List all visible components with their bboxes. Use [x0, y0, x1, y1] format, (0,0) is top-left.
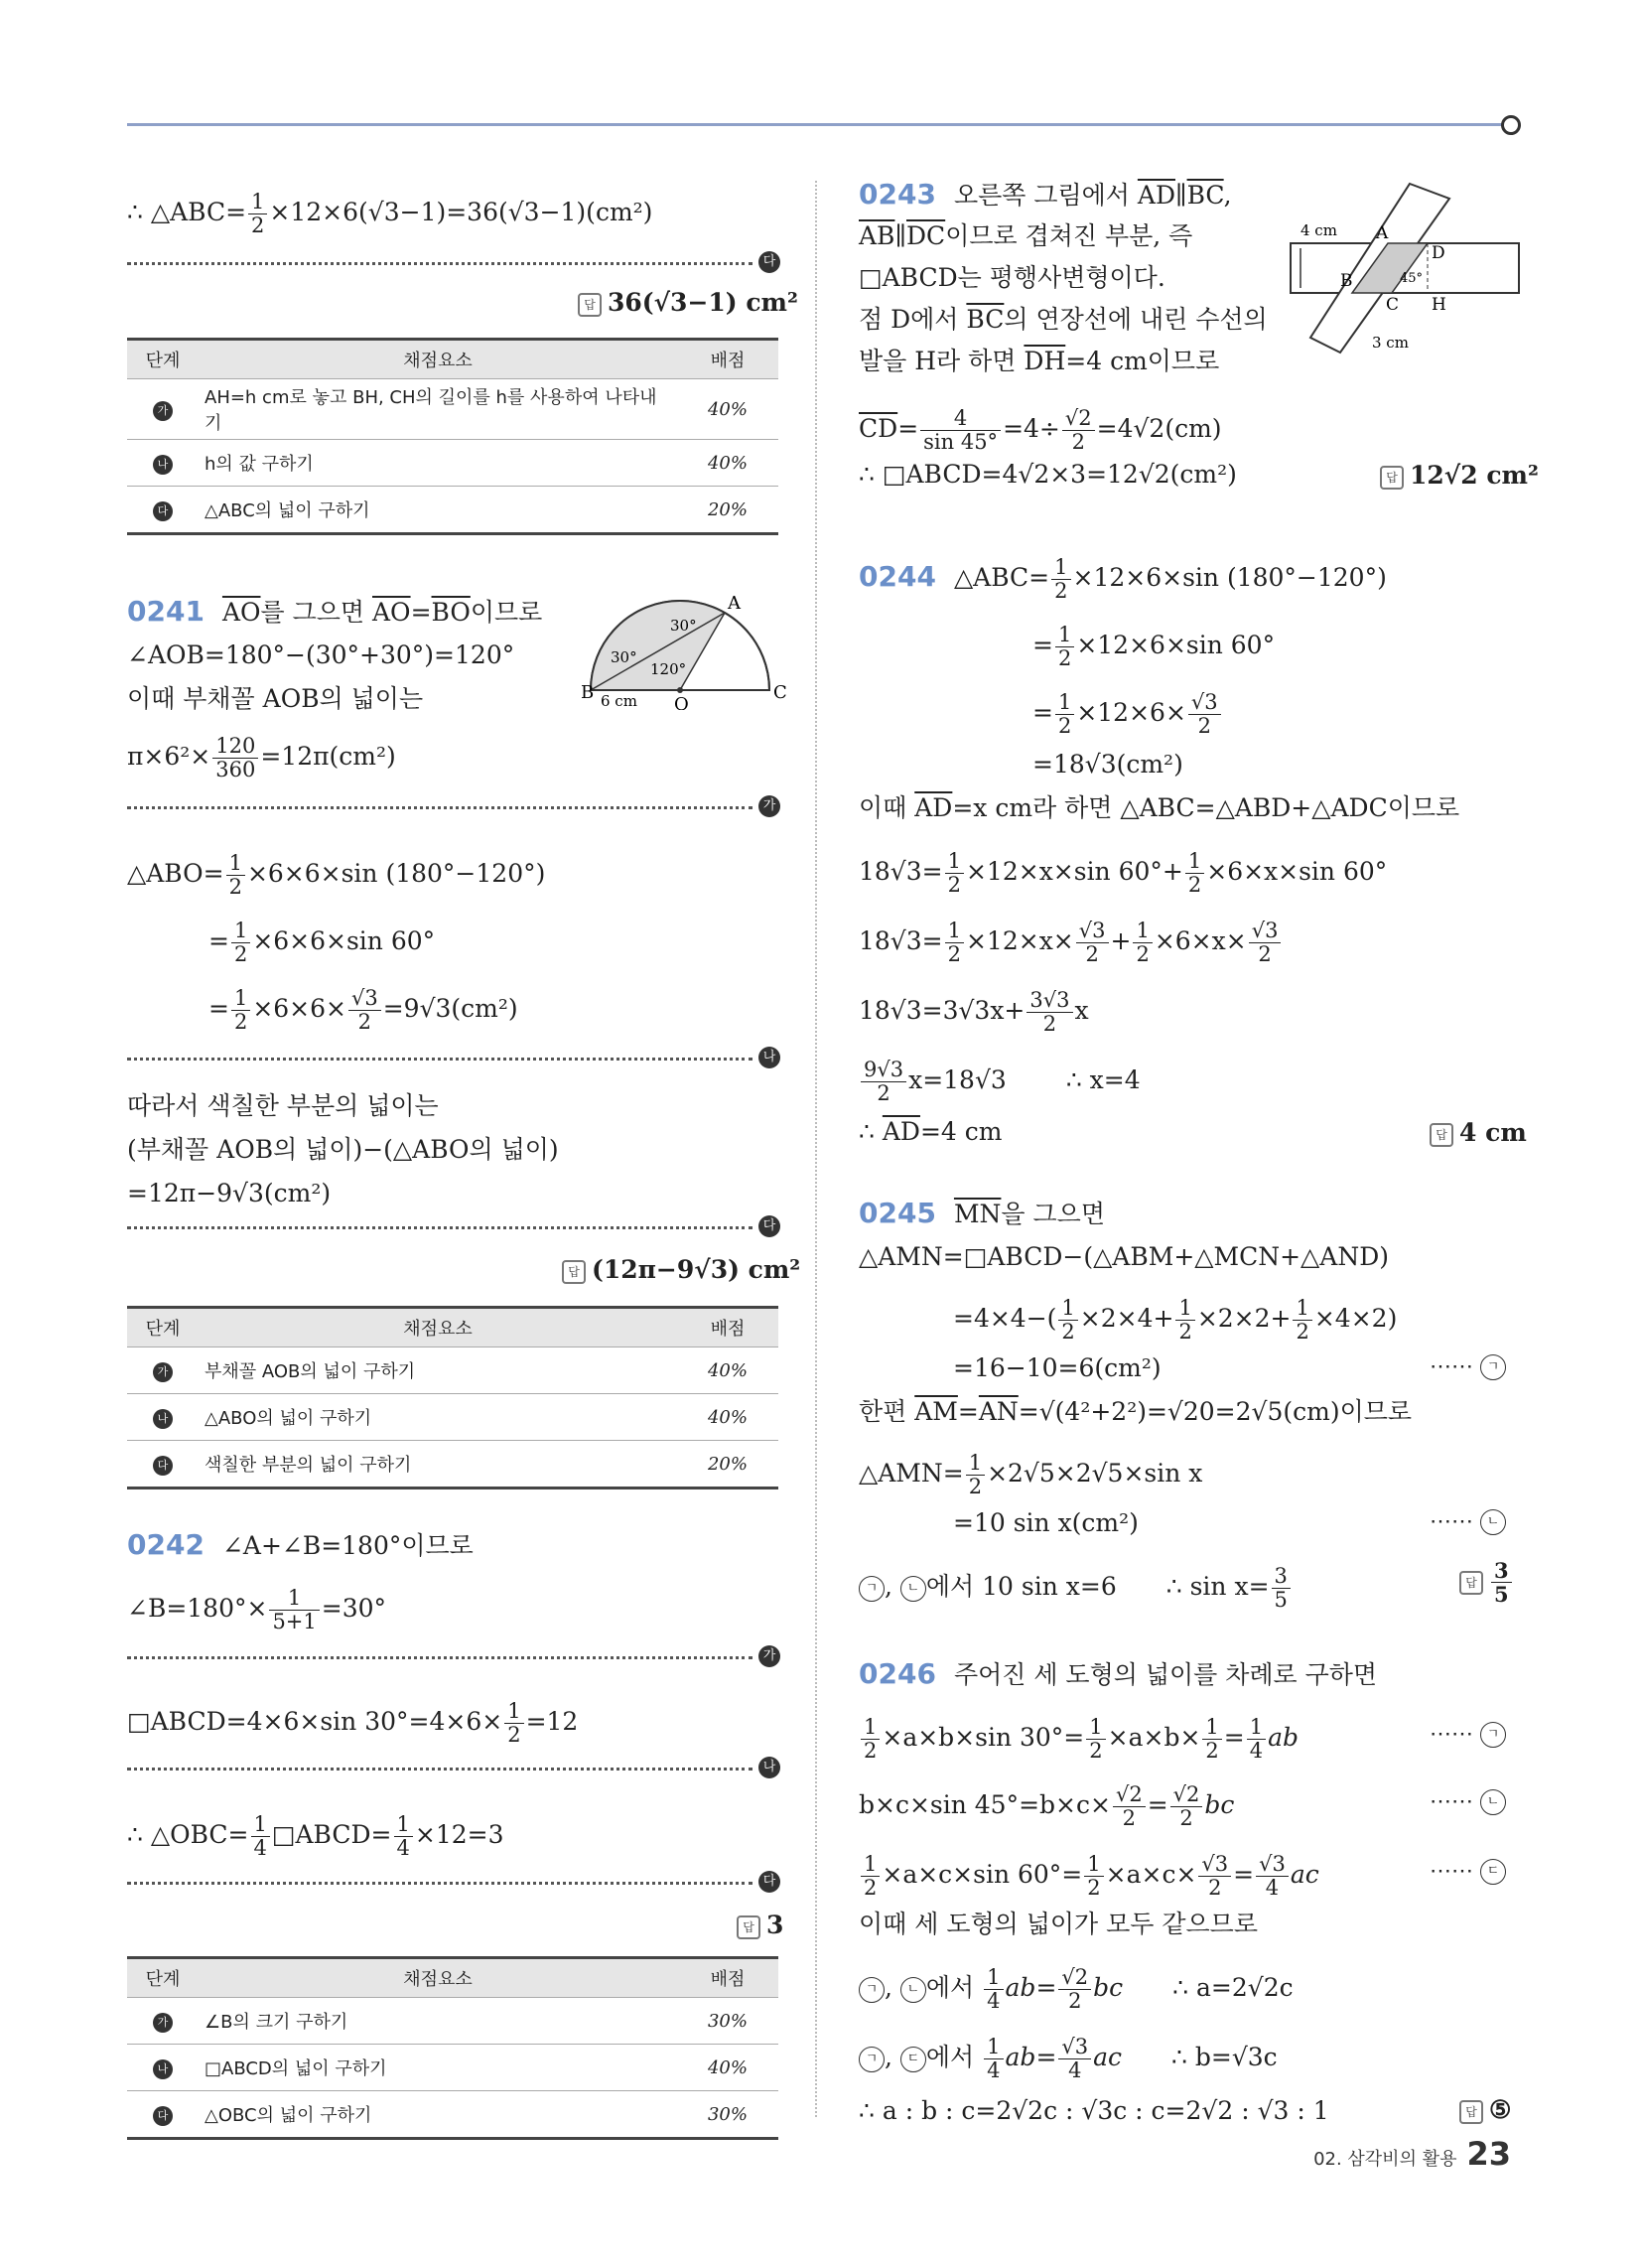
p240-score-table: 단계 채점요소 배점 가 AH=h cm로 놓고 BH, CH의 길이를 h를 사용하여 나타내기 40% 나 h의 값 구하기 40% 다 △ABC의 넓이 구하기 20%: [127, 338, 778, 535]
page-footer: [1313, 2135, 1511, 2173]
p244-line5: 이때 $\overline{AD}=x$ cm라 하면 △ABC=△ABD+△ADC이므로: [859, 793, 1460, 822]
step-na-marker: 나: [758, 1757, 780, 1778]
p246-line3: b×c×sin 45°=b×c× $\frac{√2}{2}$ = $\frac{√2}{2}$ bc: [859, 1782, 1235, 1830]
p246-line4: $\frac{1}{2}$ ×a×c×sin 60°= $\frac{1}{2}$ ×a×c× $\frac{√3}{2}$ = $\frac{√3}{4}$ ac: [859, 1853, 1319, 1900]
table-row: 나 △ABO의 넓이 구하기 40%: [127, 1394, 778, 1441]
p244-line7: 18√3= $\frac{1}{2}$ ×12×x× $\frac{√3}{2}$ + $\frac{1}{2}$ ×6×x× $\frac{√3}{2}$: [859, 920, 1283, 966]
label-120: 120°: [650, 660, 687, 678]
marker-a: ⋯⋯ ㄱ: [1430, 1722, 1506, 1748]
label-30a: 30°: [670, 617, 697, 635]
p245-line1: 0245 $\overline{MN}$을 그으면: [859, 1197, 1105, 1229]
p243-answer: 답 12√2 cm²: [1380, 461, 1539, 490]
marker-a: ⋯⋯ ㄱ: [1430, 1354, 1506, 1380]
step-da-marker: 다: [758, 251, 780, 273]
marker-b: ⋯⋯ ㄴ: [1430, 1789, 1506, 1815]
step-da-marker: 다: [758, 1871, 780, 1893]
p241-score-table: 단계 채점요소 배점 가 부채꼴 AOB의 넓이 구하기 40% 나 △ABO의 넓이 구하기 40% 다 색칠한 부분의 넓이 구하기 20%: [127, 1306, 778, 1489]
p245-line2: △AMN=□ABCD−(△ABM+△MCN+△AND): [859, 1242, 1390, 1271]
separator: [127, 1226, 753, 1229]
p243-line5: 발을 H라 하면 $\overline{DH}=4$ cm이므로: [859, 347, 1220, 375]
separator: [127, 1882, 753, 1885]
p245-line7: =10 sin x(cm²): [953, 1508, 1139, 1537]
p246-line8: ∴ a : b : c=2√2c : √3c : c=2√2 : √3 : 1: [859, 2096, 1329, 2125]
separator: [127, 1058, 753, 1061]
step-ga-marker: 가: [758, 1645, 780, 1667]
p243-line4: 점 D에서 $\overline{BC}$의 연장선에 내린 수선의: [859, 305, 1268, 334]
step-na-marker: 나: [758, 1047, 780, 1068]
label-a: A: [728, 593, 741, 614]
p244-line6: 18√3= $\frac{1}{2}$ ×12×x×sin 60°+ $\frac{1}{2}$ ×6×x×sin 60°: [859, 849, 1388, 897]
p245-line3: =4×4−( $\frac{1}{2}$ ×2×4+ $\frac{1}{2}$ ×2×2+ $\frac{1}{2}$ ×4×2): [953, 1296, 1398, 1344]
p245-answer: 답 $\frac{3}{5}$: [1459, 1559, 1514, 1606]
table-row: 나 □ABCD의 넓이 구하기 40%: [127, 2045, 778, 2091]
p242-line1: 0242 ∠A+∠B=180°이므로: [127, 1528, 474, 1561]
p242-line3: □ABCD=4×6×sin 30°=4×6× $\frac{1}{2}$ =12: [127, 1699, 579, 1747]
p246-answer: 답 ⑤: [1459, 2095, 1511, 2124]
p241-line10: =12π−9√3(cm²): [127, 1179, 332, 1207]
p244-line9: $\frac{9√3}{2}$ x=18√3 ∴ x=4: [859, 1059, 1141, 1105]
label-d: D: [1432, 243, 1445, 263]
p241-line7: = $\frac{1}{2}$ ×6×6× $\frac{√3}{2}$ =9√3(cm²): [208, 986, 518, 1034]
p244-line1: 0244 △ABC= $\frac{1}{2}$ ×12×6×sin (180°−120°): [859, 555, 1387, 603]
p242-line2: ∠B=180°× $\frac{1}{5+1}$ =30°: [127, 1586, 387, 1633]
p245-line5: 한편 $\overline{AM}=\overline{AN}=√(4^2+2^2)=√20=2√5(cm)$이므로: [859, 1397, 1413, 1426]
p241-line9: (부채꼴 AOB의 넓이)−(△ABO의 넓이): [127, 1135, 559, 1164]
label-6cm: 6 cm: [601, 692, 637, 710]
p246-line1: 0246 주어진 세 도형의 넓이를 차례로 구하면: [859, 1657, 1378, 1690]
p241-line5: △ABO= $\frac{1}{2}$ ×6×6×sin (180°−120°): [127, 851, 546, 899]
label-o: O: [674, 694, 689, 710]
label-h: H: [1432, 295, 1446, 315]
separator: [127, 1768, 753, 1771]
label-c: C: [1386, 295, 1400, 315]
table-row: 가 부채꼴 AOB의 넓이 구하기 40%: [127, 1347, 778, 1394]
label-a: A: [1376, 223, 1389, 243]
p244-line8: 18√3=3√3x+ $\frac{3√3}{2}$ x: [859, 988, 1089, 1036]
p241-line3: 이때 부채꼴 AOB의 넓이는: [127, 684, 424, 713]
label-30b: 30°: [611, 648, 637, 666]
p240-answer: 답 36(√3−1) cm²: [578, 288, 798, 317]
p243-line6: $\overline{CD}=$ $\frac{4}{\sin 45^\circ}$ =4÷ $\frac{√2}{2}$ =4√2(cm): [859, 406, 1222, 454]
p241-line8: 따라서 색칠한 부분의 넓이는: [127, 1091, 439, 1120]
column-divider: [815, 181, 817, 2117]
label-b: B: [581, 682, 595, 703]
label-b: B: [1340, 271, 1353, 291]
p244-answer: 답 4 cm: [1430, 1118, 1527, 1147]
separator: [127, 1656, 753, 1659]
p244-line10: ∴ $\overline{AD}=4$ cm: [859, 1117, 1003, 1146]
table-row: 다 색칠한 부분의 넓이 구하기 20%: [127, 1441, 778, 1488]
label-4cm: 4 cm: [1300, 221, 1337, 239]
p240-line1: ∴ △ABC= $\frac{1}{2}$ ×12×6(√3−1)=36(√3−1)(cm²): [127, 190, 653, 237]
marker-c: ⋯⋯ ㄷ: [1430, 1859, 1506, 1885]
section-title: 02. 삼각비의 활용: [1313, 2149, 1457, 2170]
label-3cm: 3 cm: [1372, 334, 1409, 352]
step-da-marker: 다: [758, 1215, 780, 1237]
p244-line3: = $\frac{1}{2}$ ×12×6× $\frac{√3}{2}$: [1032, 691, 1223, 738]
overlapping-strips-figure: [1281, 179, 1529, 357]
semicircle-figure: [581, 591, 789, 710]
page-number: 23: [1466, 2135, 1511, 2173]
p243-line2: $\overline{AB}\parallel\overline{DC}$이므로 겹쳐진 부분, 즉: [859, 221, 1193, 250]
p242-line4: ∴ △OBC= $\frac{1}{4}$ □ABCD= $\frac{1}{4}$ ×12=3: [127, 1812, 504, 1860]
separator: [127, 262, 753, 265]
p245-line6: △AMN= $\frac{1}{2}$ ×2√5×2√5×sin x: [859, 1451, 1203, 1498]
p245-line4: =16−10=6(cm²): [953, 1353, 1162, 1382]
p244-line2: = $\frac{1}{2}$ ×12×6×sin 60°: [1032, 623, 1276, 670]
p241-answer: 답 (12π−9√3) cm²: [562, 1255, 800, 1284]
separator: [127, 806, 753, 809]
p243-line3: □ABCD는 평행사변형이다.: [859, 263, 1165, 292]
p241-line2: ∠AOB=180°−(30°+30°)=120°: [127, 640, 515, 669]
step-ga-marker: 가: [758, 795, 780, 817]
p243-line7: ∴ □ABCD=4√2×3=12√2(cm²): [859, 460, 1237, 489]
table-row: 나 h의 값 구하기 40%: [127, 440, 778, 487]
table-row: 다 △ABC의 넓이 구하기 20%: [127, 487, 778, 534]
table-row: 가 ∠B의 크기 구하기 30%: [127, 1998, 778, 2045]
p243-line1: 0243 오른쪽 그림에서 $\overline{AD}\parallel\overline{BC}$,: [859, 178, 1232, 211]
p246-line6: ㄱ , ㄴ 에서 $\frac{1}{4}$ ab= $\frac{√2}{2}$ bc ∴ a=2√2c: [859, 1966, 1294, 2013]
p244-line4: =18√3(cm²): [1032, 750, 1183, 779]
p246-line2: $\frac{1}{2}$ ×a×b×sin 30°= $\frac{1}{2}$ ×a×b× $\frac{1}{2}$ = $\frac{1}{4}$ ab: [859, 1716, 1299, 1763]
p241-line1: 0241 $\overline{AO}$를 그으면 $\overline{AO}=\overline{BO}$이므로: [127, 595, 543, 628]
table-row: 다 △OBC의 넓이 구하기 30%: [127, 2091, 778, 2139]
label-c: C: [773, 682, 787, 703]
marker-b: ⋯⋯ ㄴ: [1430, 1509, 1506, 1535]
p241-line6: = $\frac{1}{2}$ ×6×6×sin 60°: [208, 919, 436, 966]
p246-line7: ㄱ , ㄷ 에서 $\frac{1}{4}$ ab= $\frac{√3}{4}$ ac ∴ b=√3c: [859, 2036, 1278, 2082]
label-45: 45°: [1400, 271, 1424, 286]
header-rule-dot: [1501, 115, 1521, 135]
header-rule: [127, 123, 1507, 126]
p242-score-table: 단계 채점요소 배점 가 ∠B의 크기 구하기 30% 나 □ABCD의 넓이 구하기 40% 다 △OBC의 넓이 구하기 30%: [127, 1956, 778, 2140]
table-row: 가 AH=h cm로 놓고 BH, CH의 길이를 h를 사용하여 나타내기 40%: [127, 379, 778, 440]
p242-answer: 답 3: [737, 1911, 783, 1939]
p241-line4: π×6²× $\frac{120}{360}$ =12π(cm²): [127, 734, 396, 781]
p245-line8: ㄱ , ㄴ 에서 10 sin x=6 ∴ sin x= $\frac{3}{5}$: [859, 1565, 1293, 1612]
p246-line5: 이때 세 도형의 넓이가 모두 같으므로: [859, 1910, 1258, 1938]
